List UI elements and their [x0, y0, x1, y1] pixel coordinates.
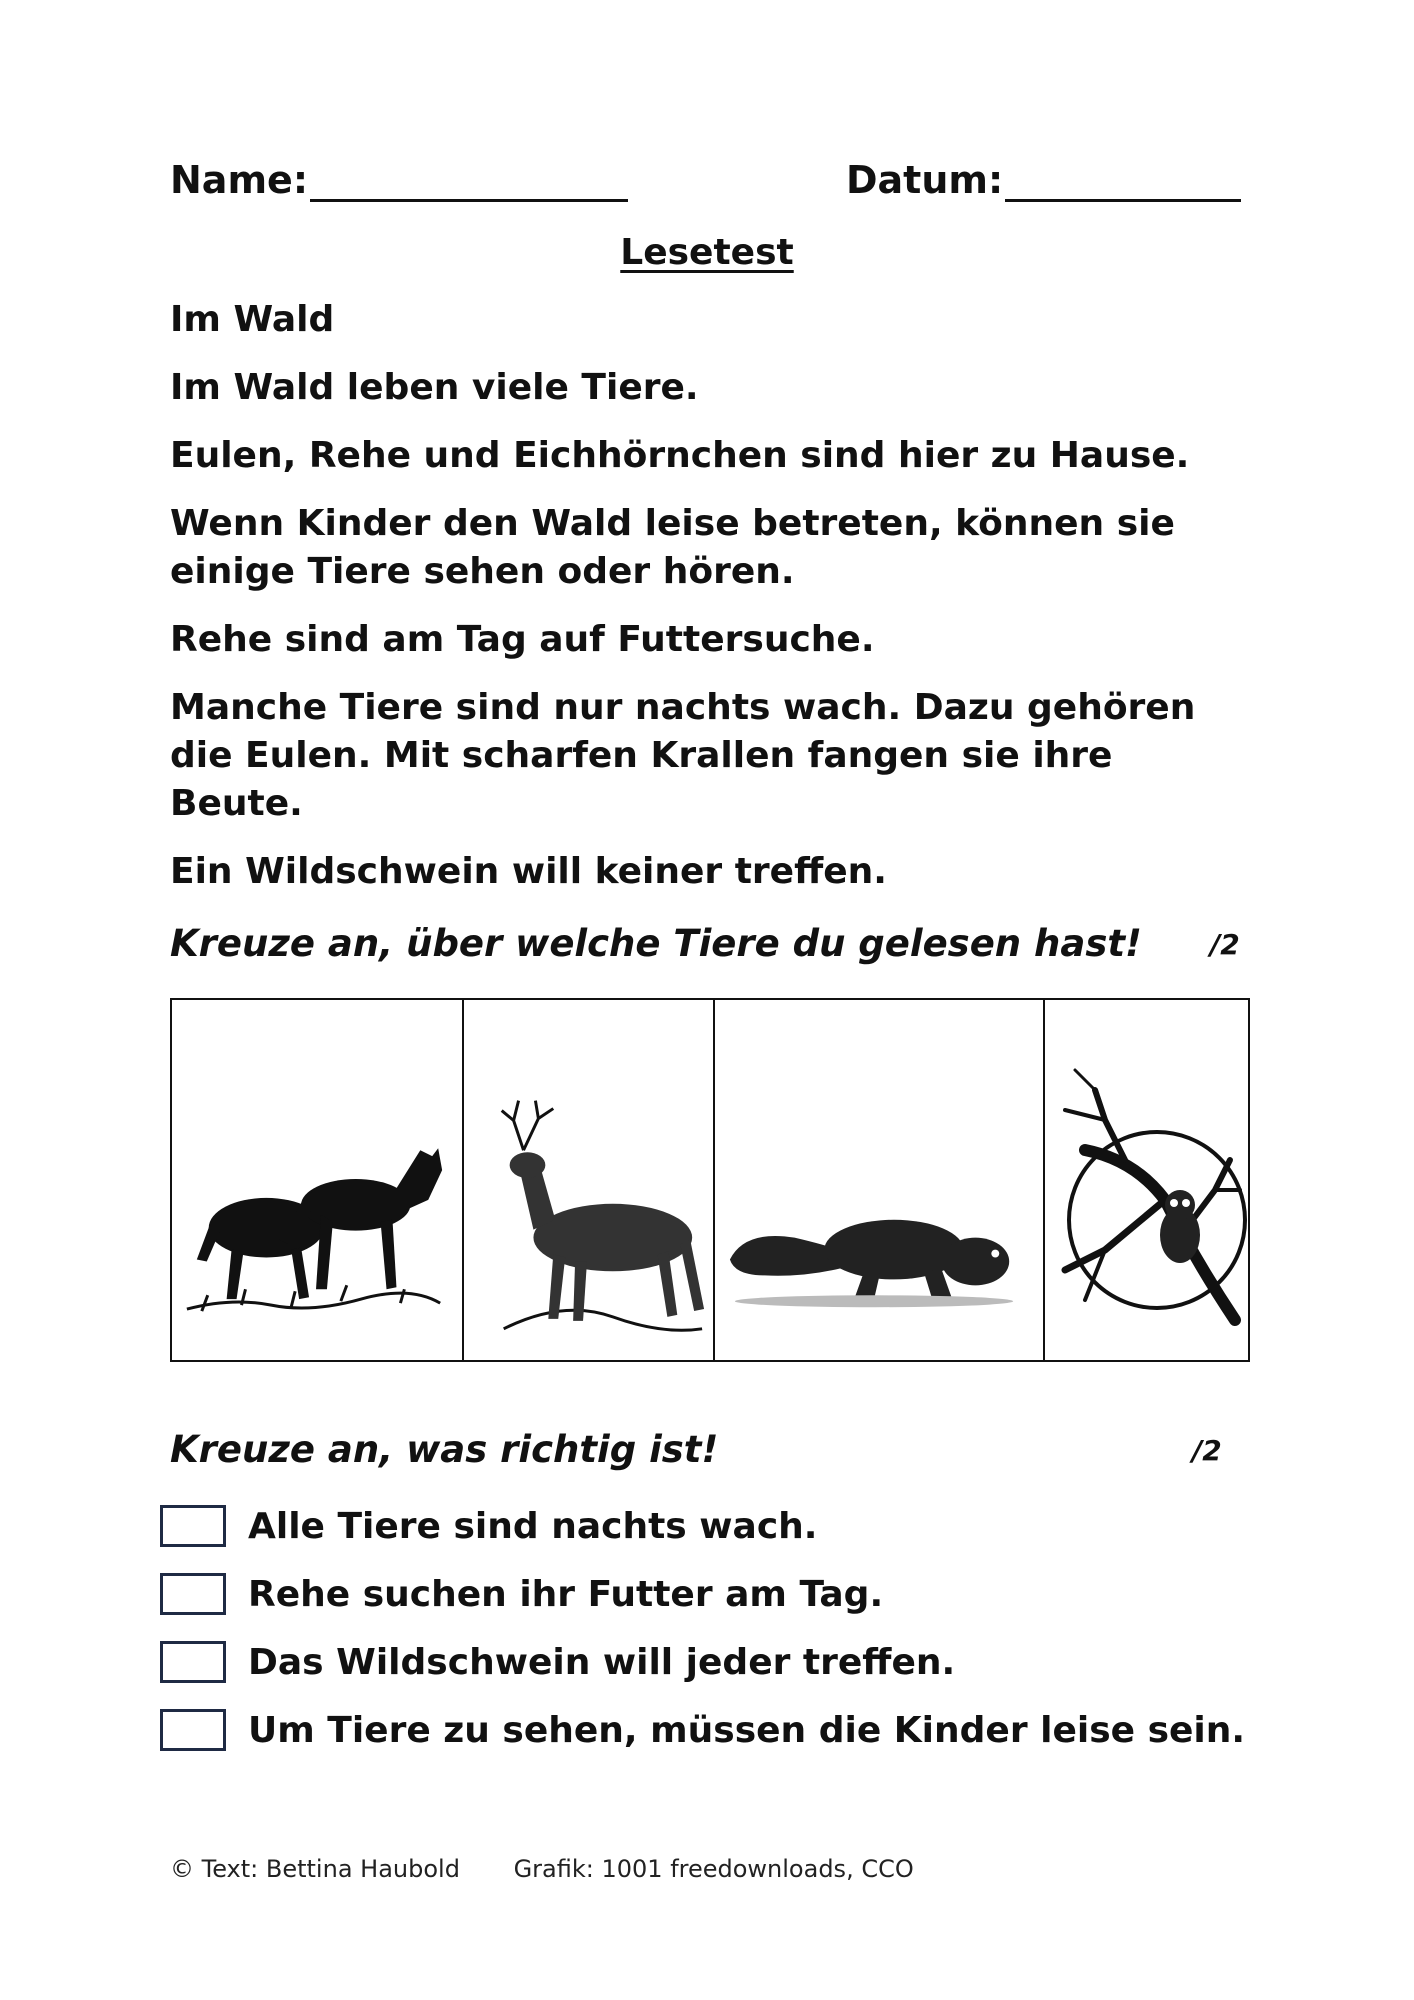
owl-icon — [1045, 1000, 1248, 1360]
text-credit: © Text: Bettina Haubold — [170, 1855, 460, 1883]
deer-icon — [464, 1000, 713, 1360]
name-line[interactable] — [310, 159, 628, 202]
answer-option-label: Alle Tiere sind nachts wach. — [248, 1505, 818, 1547]
task-2-points: /2 — [1192, 1434, 1222, 1467]
answer-checkbox[interactable] — [160, 1573, 226, 1615]
story-sentence: Manche Tiere sind nur nachts wach. Dazu gehören die Eulen. Mit scharfen Krallen fangen sie ihre Beute. — [170, 687, 1196, 824]
page-title-wrap — [0, 232, 1414, 273]
task-2-instruction: Kreuze an, was richtig ist! — [170, 1428, 719, 1471]
story-sentence: Eulen, Rehe und Eichhörnchen sind hier zu Hause. — [170, 435, 1190, 476]
story-sentence: Ein Wildschwein will keiner treffen. — [170, 851, 887, 892]
answer-options — [160, 1492, 1260, 1764]
answer-option — [160, 1696, 1260, 1764]
story-text — [170, 296, 1250, 916]
animal-cell-wolves[interactable] — [172, 1000, 464, 1360]
animal-cell-owl[interactable] — [1045, 1000, 1248, 1360]
name-field[interactable] — [170, 158, 628, 202]
answer-option-label: Um Tiere zu sehen, müssen die Kinder leise sein. — [248, 1709, 1246, 1751]
wolves-icon — [172, 1000, 462, 1360]
animal-cell-deer[interactable] — [464, 1000, 715, 1360]
footer-credits — [170, 1855, 960, 1883]
story-sentence: Rehe sind am Tag auf Futtersuche. — [170, 619, 875, 660]
task-1 — [170, 922, 1240, 965]
name-label: Name: — [170, 158, 309, 202]
answer-checkbox[interactable] — [160, 1505, 226, 1547]
story-sentence: Im Wald leben viele Tiere. — [170, 367, 699, 408]
answer-option-label: Rehe suchen ihr Futter am Tag. — [248, 1573, 884, 1615]
task-1-points: /2 — [1210, 928, 1240, 961]
date-field[interactable] — [846, 158, 1241, 202]
date-label: Datum: — [846, 158, 1004, 202]
answer-option — [160, 1628, 1260, 1696]
animal-picture-grid — [170, 998, 1250, 1362]
graphic-credit: Grafik: 1001 freedownloads, CCO — [513, 1855, 914, 1883]
header-row — [170, 158, 1230, 218]
story-sentence: Wenn Kinder den Wald leise betreten, können sie einige Tiere sehen oder hören. — [170, 503, 1175, 592]
answer-checkbox[interactable] — [160, 1709, 226, 1751]
date-line[interactable] — [1005, 159, 1241, 202]
answer-option — [160, 1492, 1260, 1560]
page-title: Lesetest — [620, 232, 794, 273]
task-2 — [170, 1428, 1230, 1471]
answer-checkbox[interactable] — [160, 1641, 226, 1683]
animal-cell-marten[interactable] — [715, 1000, 1045, 1360]
marten-icon — [715, 1000, 1043, 1360]
answer-option — [160, 1560, 1260, 1628]
task-1-instruction: Kreuze an, über welche Tiere du gelesen hast! — [170, 922, 1142, 965]
story-heading: Im Wald — [170, 299, 335, 340]
answer-option-label: Das Wildschwein will jeder treffen. — [248, 1641, 956, 1683]
